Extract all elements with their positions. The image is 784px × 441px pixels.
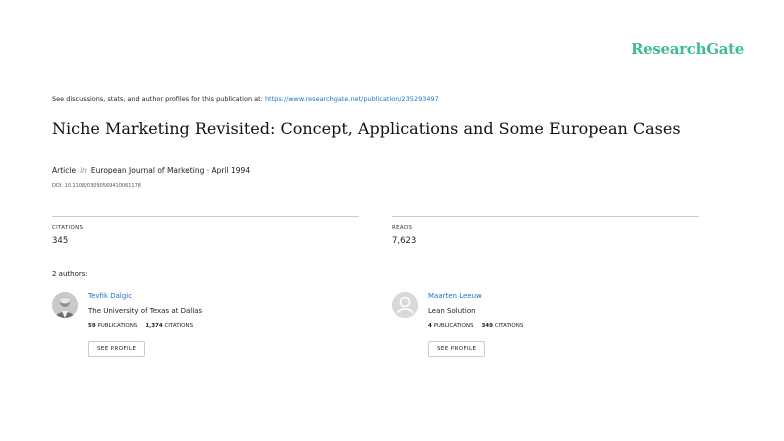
see-discussions-line: [52, 95, 439, 103]
author-citations-count: 349: [481, 323, 493, 329]
author-citations-count: 1,374: [145, 323, 163, 329]
author-publications-count: 59: [88, 323, 96, 329]
journal-date: European Journal of Marketing · April 1994: [90, 166, 251, 175]
author-institution: The University of Texas at Dallas: [88, 307, 203, 315]
author-publications-count: 4: [428, 323, 432, 329]
see-profile-button[interactable]: SEE PROFILE: [428, 341, 485, 357]
citations-stat: [52, 216, 359, 246]
author-citations-label: CITATIONS: [164, 323, 194, 329]
in-label: in: [80, 166, 87, 175]
author-name-link[interactable]: Maarten Leeuw: [428, 292, 482, 300]
reads-stat: [392, 216, 699, 246]
author-avatar[interactable]: [52, 292, 78, 318]
author-name-link[interactable]: Tevfik Dalgic: [88, 292, 133, 300]
author-citations-label: CITATIONS: [494, 323, 524, 329]
researchgate-logo[interactable]: ResearchGate: [630, 40, 744, 58]
article-title: Niche Marketing Revisited: Concept, Applications and Some European Cases: [52, 119, 681, 138]
reads-value: 7,623: [392, 236, 417, 246]
person-placeholder-icon: [392, 292, 418, 318]
publication-url-link[interactable]: https://www.researchgate.net/publication/235293497: [264, 95, 439, 103]
author-stats: [428, 323, 523, 329]
article-doi: DOI: 10.1108/03090569410061178: [52, 183, 141, 189]
author-institution: Lean Solution: [428, 307, 476, 315]
citations-label: CITATIONS: [52, 225, 84, 231]
author-publications-label: PUBLICATIONS: [433, 323, 474, 329]
see-discussions-text: See discussions, stats, and author profiles for this publication at:: [52, 95, 265, 103]
author-stats: [88, 323, 193, 329]
author-avatar[interactable]: [392, 292, 418, 318]
citations-value: 345: [52, 236, 69, 246]
article-meta: [52, 166, 250, 175]
author-photo: [52, 292, 78, 318]
author-publications-label: PUBLICATIONS: [97, 323, 138, 329]
authors-heading: 2 authors:: [52, 270, 88, 278]
article-type: Article: [52, 166, 77, 175]
see-profile-button[interactable]: SEE PROFILE: [88, 341, 145, 357]
reads-label: READS: [392, 225, 413, 231]
